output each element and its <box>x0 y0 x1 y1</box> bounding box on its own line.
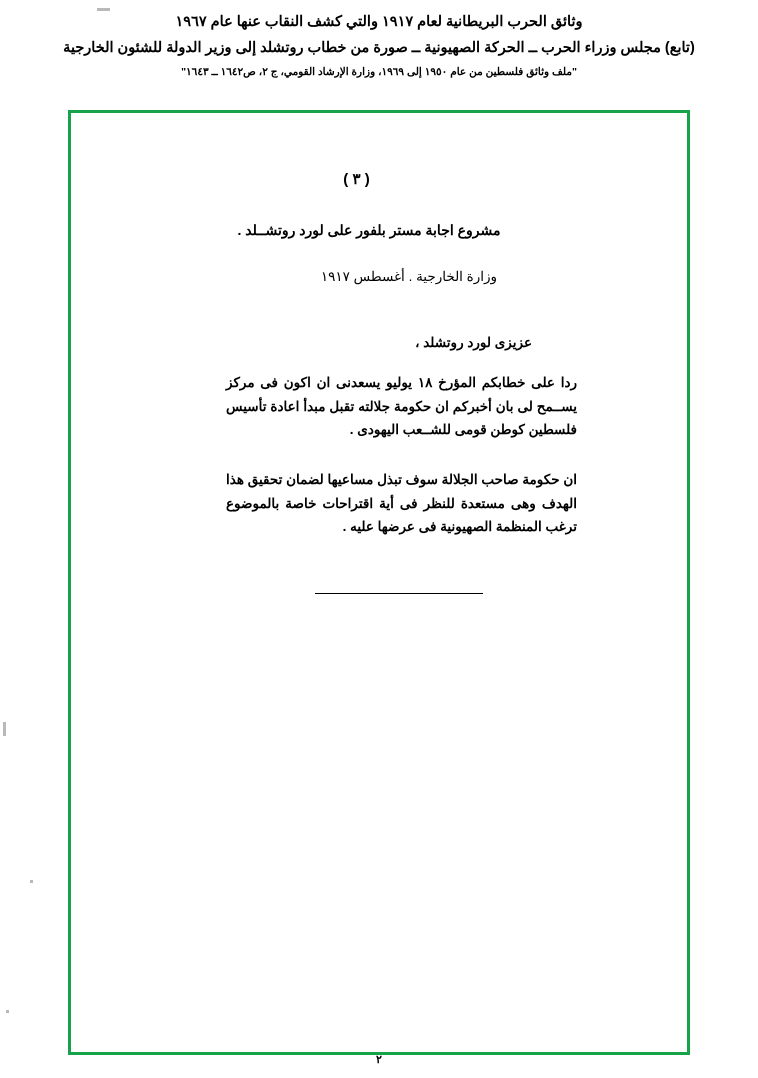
document-paragraph-1: ردا على خطابكم المؤرخ ١٨ يوليو يسعدنى ان اكون فى مركز يســمح لى بان أخبركم ان حكومة جلالته تقبل مبدأ اعادة تأسيس فلسطين كوطن قومى للشــعب اليهودى . <box>226 375 577 438</box>
horizontal-rule-container <box>131 581 627 599</box>
document-paragraph-2: ان حكومة صاحب الجلالة سوف تبذل مساعيها لضمان تحقيق هذا الهدف وهى مستعدة للنظر فى أية اقتراحات خاصة بالموضوع ترغب المنظمة الصهيونية فى عرضها عليه . <box>226 471 577 535</box>
document-frame <box>68 110 690 1055</box>
horizontal-rule <box>315 593 483 594</box>
scan-artifact <box>97 8 110 11</box>
header-source-citation: "ملف وثائق فلسطين من عام ١٩٥٠ إلى ١٩٦٩، وزارة الإرشاد القومي، ج ٢، ص١٦٤٢ ــ ١٦٤٣" <box>181 65 577 78</box>
header-title-line-1: وثائق الحرب البريطانية لعام ١٩١٧ والتي كشف النقاب عنها عام ١٩٦٧ <box>175 14 583 30</box>
document-salutation: عزيزى لورد روتشلد ، <box>415 335 532 350</box>
document-body <box>71 113 687 599</box>
document-title: مشروع اجابة مستر بلفور على لورد روتشــلد . <box>237 222 501 238</box>
header-title-line-2: (تابع) مجلس وزراء الحرب ــ الحركة الصهيونية ــ صورة من خطاب روتشلد إلى وزير الدولة للشئون الخارجية <box>63 39 695 56</box>
scan-artifact <box>30 880 33 883</box>
document-origin: وزارة الخارجية . أغسطس ١٩١٧ <box>320 269 498 284</box>
page-number: ٢ <box>376 1054 382 1066</box>
document-number: ( ٣ ) <box>343 171 370 188</box>
scan-artifact <box>3 722 6 736</box>
scan-artifact <box>6 1010 9 1013</box>
page-header <box>0 0 758 79</box>
